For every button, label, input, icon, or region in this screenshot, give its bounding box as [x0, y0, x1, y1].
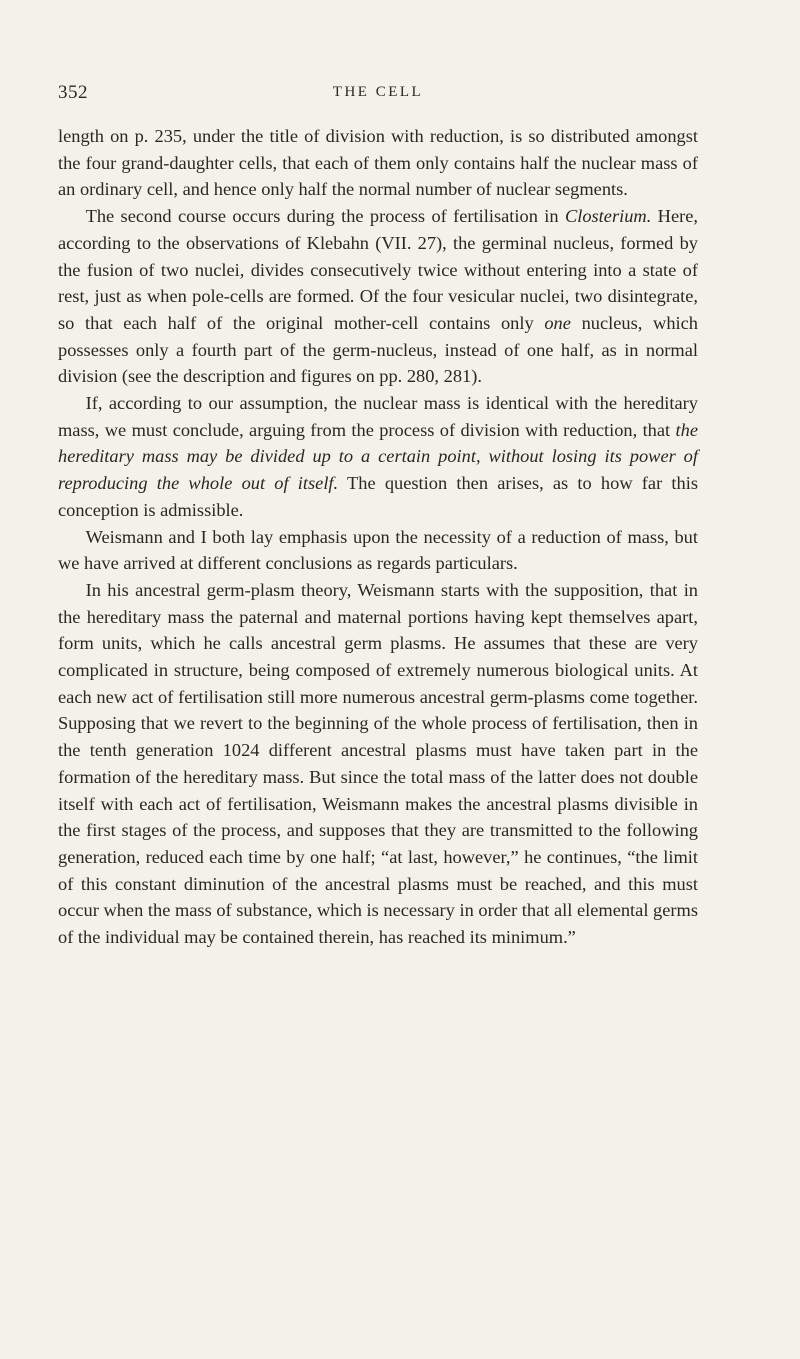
paragraph-5 — [58, 577, 698, 951]
text-run: In his ancestral germ-plasm theory, Weismann starts with the supposition, that in the hereditary mass the paternal and maternal portions having kept themselves apart, form units, which he calls ancestral germ plasms. He assumes that these are very complicated in structure, being composed of extremely numerous biological units. At each new act of fertilisation still more numerous ancestral germ-plasms come together. Supposing that we revert to the beginning of the whole process of fertilisation, then in the tenth generation 1024 different ancestral plasms must have taken part in the formation of the hereditary mass. But since the total mass of the latter does not double itself with each act of fertilisation, Weismann makes the ancestral plasms divisible in the first stages of the process, and supposes that they are transmitted to the following generation, reduced each time by one half; “at last, however,” he continues, “the limit of this constant diminution of the ancestral plasms must be reached, and this must occur when the mass of substance, which is necessary in order that all elemental germs of the individual may be contained therein, has reached its minimum.” — [58, 579, 698, 948]
text-run: length on p. 235, under the title of division with reduction, is so distributed amongst the four grand-daughter cells, that each of them only contains half the nuclear mass of an ordinary cell, and hence only half the normal number of nuclear segments. — [58, 126, 698, 200]
italic-text: the hereditary mass may be divided up to a certain point, without losing its power of reproducing the whole out of itself. — [58, 419, 698, 494]
paragraph-2 — [58, 203, 698, 390]
text-run: nucleus, which possesses only a fourth part of the germ-nucleus, instead of one half, as in normal division (see the description and figures on pp. 280, 281). — [58, 312, 698, 387]
page-header — [58, 82, 698, 108]
text-run: Weismann and I both lay emphasis upon the necessity of a reduction of mass, but we have arrived at different conclusions as regards particulars. — [58, 526, 698, 574]
paragraph-3 — [58, 390, 698, 524]
body-text — [58, 123, 698, 951]
text-run: The second course occurs during the process of fertilisation in — [85, 206, 565, 227]
italic-text: Closterium. — [564, 206, 652, 227]
paragraph-4 — [58, 524, 698, 577]
text-run: The question then arises, as to how far this conception is admissible. — [58, 473, 699, 520]
italic-text: one — [544, 312, 571, 333]
text-run: Here, according to the observations of Klebahn (VII. 27), the germinal nucleus, formed by the fusion of two nuclei, divides consecutively twice without entering into a state of rest, just as when pole-cells are formed. Of the four vesicular nuclei, two disintegrate, so that each half of the original mother-cell contains only — [58, 206, 698, 333]
page-number: 352 — [58, 82, 88, 103]
running-title: THE CELL — [332, 84, 424, 100]
text-run: If, according to our assumption, the nuclear mass is identical with the hereditary mass, we must conclude, arguing from the process of division with reduction, that — [58, 393, 698, 440]
paragraph-1 — [58, 123, 698, 203]
